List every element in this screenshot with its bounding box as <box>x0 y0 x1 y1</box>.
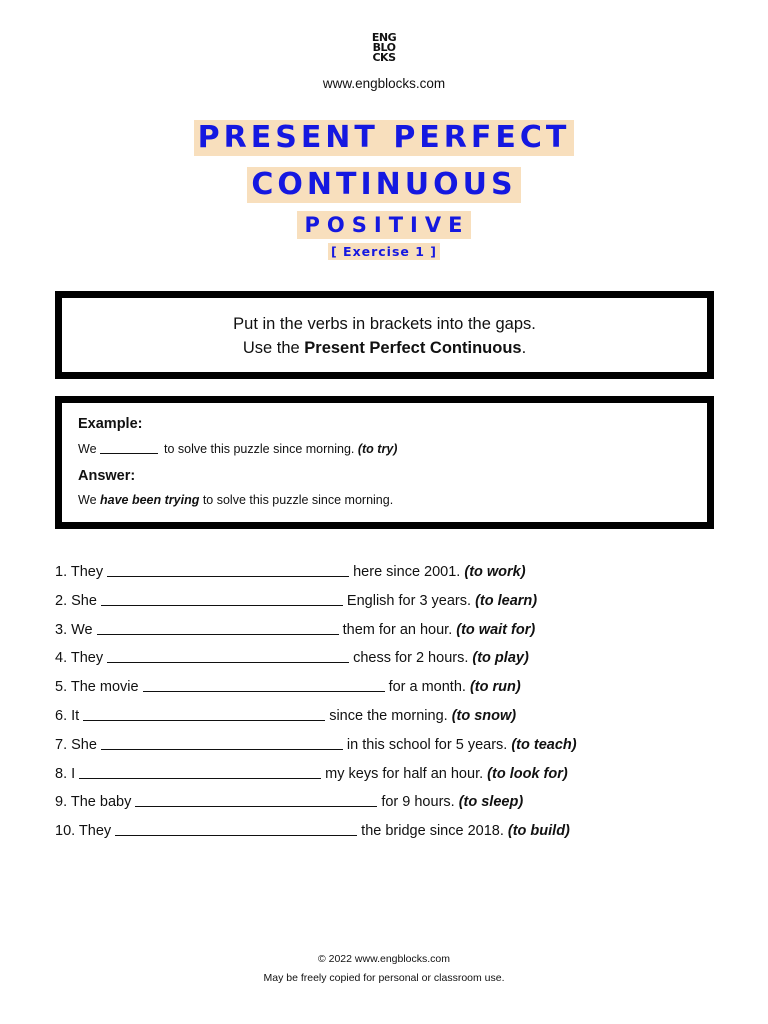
exercise-item-4 <box>55 647 577 676</box>
logo-line: ENG <box>371 31 397 44</box>
verb-hint: (to wait for) <box>456 621 536 638</box>
exercise-prefix: 2. She <box>55 592 97 609</box>
page-title-line-2: CONTINUOUS <box>247 167 520 203</box>
logo-line: CKS <box>372 51 396 64</box>
page-title-line-1: PRESENT PERFECT <box>194 120 575 156</box>
exercise-suffix: in this school for 5 years. <box>346 736 508 753</box>
exercise-prefix: 5. The movie <box>55 679 139 696</box>
exercise-suffix: chess for 2 hours. <box>353 650 469 667</box>
instruction-line-1: Put in the verbs in brackets into the gaps. <box>233 315 536 333</box>
answer-gap[interactable] <box>107 562 349 577</box>
answer-gap[interactable] <box>135 792 377 807</box>
example-sentence <box>78 442 397 456</box>
instructions-box <box>55 291 714 379</box>
answer-gap[interactable] <box>83 706 325 721</box>
exercise-list <box>55 561 577 849</box>
example-box <box>55 396 714 529</box>
answer-heading: Answer: <box>78 468 136 484</box>
exercise-suffix: for a month. <box>388 679 466 696</box>
answer-gap[interactable] <box>143 677 385 692</box>
exercise-suffix: English for 3 years. <box>346 592 472 609</box>
exercise-item-5 <box>55 676 577 705</box>
example-gap <box>100 453 158 454</box>
example-subject: We <box>78 442 97 456</box>
exercise-item-1 <box>55 561 577 590</box>
verb-hint: (to learn) <box>475 592 538 609</box>
exercise-prefix: 9. The baby <box>55 794 132 811</box>
exercise-suffix: since the morning. <box>329 707 448 724</box>
title-line-1-wrapper <box>0 120 768 156</box>
verb-hint: (to run) <box>469 679 521 696</box>
answer-rest: to solve this puzzle since morning. <box>199 493 394 507</box>
exercise-item-10 <box>55 820 577 849</box>
exercise-suffix: for 9 hours. <box>381 794 455 811</box>
exercise-item-8 <box>55 763 577 792</box>
verb-hint: (to sleep) <box>458 794 524 811</box>
exercise-label-wrapper <box>0 243 768 261</box>
answer-gap[interactable] <box>97 620 339 635</box>
exercise-item-9 <box>55 791 577 820</box>
answer-gap[interactable] <box>101 735 343 750</box>
exercise-suffix: here since 2001. <box>353 564 461 580</box>
answer-gap[interactable] <box>115 821 357 836</box>
exercise-label: [ Exercise 1 ] <box>328 243 440 260</box>
verb-hint: (to teach) <box>511 736 577 753</box>
exercise-item-2 <box>55 590 577 619</box>
exercise-prefix: 10. They <box>55 823 112 840</box>
verb-hint: (to look for) <box>487 765 568 782</box>
answer-gap[interactable] <box>101 591 343 606</box>
instruction-line-2 <box>62 336 707 360</box>
subtitle-wrapper <box>0 211 768 239</box>
footer-usage: May be freely copied for personal or classroom use. <box>263 972 505 984</box>
site-url: www.engblocks.com <box>322 76 446 91</box>
instruction-prefix: Use the <box>242 339 305 357</box>
answer-sentence <box>78 493 393 507</box>
example-heading: Example: <box>78 416 143 432</box>
exercise-item-6 <box>55 705 577 734</box>
exercise-suffix: them for an hour. <box>342 621 453 638</box>
answer-gap[interactable] <box>107 648 349 663</box>
instruction-suffix: . <box>521 339 527 357</box>
footer-copyright: © 2022 www.engblocks.com <box>317 953 451 965</box>
exercise-item-3 <box>55 619 577 648</box>
exercise-item-7 <box>55 734 577 763</box>
verb-hint: (to build) <box>507 823 570 840</box>
verb-hint: (to work) <box>464 564 526 580</box>
exercise-prefix: 1. They <box>55 564 104 580</box>
logo-line: BLO <box>372 41 396 54</box>
engblocks-logo <box>367 33 401 63</box>
exercise-prefix: 4. They <box>55 650 104 667</box>
exercise-prefix: 3. We <box>55 621 93 638</box>
exercise-suffix: my keys for half an hour. <box>325 765 484 782</box>
verb-hint: (to snow) <box>451 707 517 724</box>
example-hint: (to try) <box>357 442 398 456</box>
answer-verb: have been trying <box>100 493 200 507</box>
title-line-2-wrapper <box>0 167 768 203</box>
verb-hint: (to play) <box>472 650 529 667</box>
answer-gap[interactable] <box>79 764 321 779</box>
exercise-prefix: 7. She <box>55 736 97 753</box>
instruction-tense: Present Perfect Continuous <box>304 339 522 357</box>
exercise-prefix: 6. It <box>55 707 80 724</box>
answer-subject: We <box>78 493 100 507</box>
exercise-prefix: 8. I <box>55 765 76 782</box>
example-rest: to solve this puzzle since morning. <box>160 442 355 456</box>
exercise-suffix: the bridge since 2018. <box>361 823 504 840</box>
page-subtitle: POSITIVE <box>297 211 472 239</box>
